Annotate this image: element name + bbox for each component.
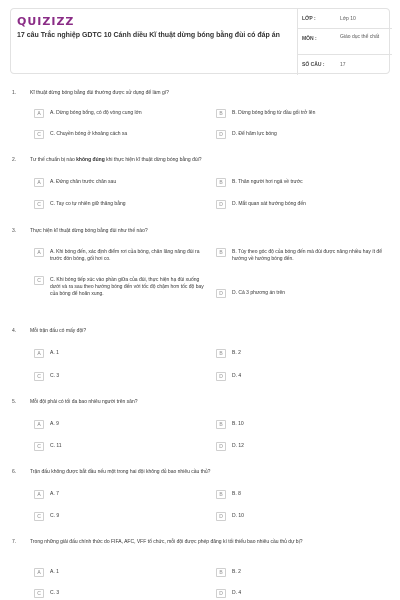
option-text: B. 10: [232, 421, 244, 427]
meta-row-subject: [298, 29, 392, 55]
meta-key: LỚP :: [302, 16, 316, 22]
option-text: D. Mắt quan sát hướng bóng đến: [232, 201, 306, 207]
option-text: A. 7: [50, 491, 59, 497]
question-text-part: Tư thế chuẩn bị nào: [30, 157, 77, 163]
question-number: 3.: [12, 228, 17, 234]
question-text: Trong những giải đấu chính thức do FIFA, AFC, VFF tổ chức, mỗi đội được phép đăng kí tối thiểu bao nhiêu cầu thủ dự bị?: [30, 539, 303, 545]
option-letter: A: [34, 420, 44, 429]
meta-row-class: [298, 9, 392, 29]
option-text: C. Tay co tự nhiên giữ thăng bằng: [50, 201, 126, 207]
option-letter: B: [216, 490, 226, 499]
option-letter: A: [34, 248, 44, 257]
option-text: A. Đứng chân trước chân sau: [50, 179, 117, 185]
option-letter: D: [216, 372, 226, 381]
quizizz-logo: QUIZIZZ: [17, 15, 75, 28]
option-letter: C: [34, 372, 44, 381]
option-text: B. 2: [232, 350, 241, 356]
option-letter: C: [34, 442, 44, 451]
option-letter: D: [216, 589, 226, 598]
option-letter: B: [216, 109, 226, 118]
meta-value: Giáo dục thể chất: [340, 34, 380, 40]
option-letter: D: [216, 200, 226, 209]
meta-row-count: [298, 55, 392, 75]
meta-table: [297, 9, 391, 75]
option-letter: B: [216, 568, 226, 577]
meta-value: Lớp 10: [340, 16, 356, 22]
option-text: B. Dừng bóng bổng từ đầu gối trở lên: [232, 110, 316, 116]
option-letter: A: [34, 490, 44, 499]
option-text: B. 2: [232, 569, 241, 575]
question-text: Trận đấu không được bắt đầu nếu một trong hai đội không đủ bao nhiêu cầu thủ?: [30, 469, 211, 475]
option-text: C. 3: [50, 373, 60, 379]
option-letter: A: [34, 178, 44, 187]
worksheet-header: [10, 8, 390, 74]
option-text: A. 1: [50, 350, 59, 356]
question-text: [30, 157, 386, 164]
option-letter: D: [216, 130, 226, 139]
option-text: C. Khi bóng tiếp xúc vào phần giữa của đùi, thực hiện hạ đùi xuống dưới và ra sau theo hướng bóng đến với tốc độ chậm hơn tốc độ bay của bóng để hoãn xung.: [50, 277, 204, 297]
option-letter: A: [34, 568, 44, 577]
option-letter: C: [34, 200, 44, 209]
option-text: B. Thân người hơi ngả về trước: [232, 179, 303, 185]
option-text: D. Cả 3 phương án trên: [232, 290, 286, 296]
question-text: Kĩ thuật dừng bóng bằng đùi thường được sử dụng để làm gì?: [30, 90, 169, 96]
option-letter: C: [34, 589, 44, 598]
option-text: A. Dừng bóng bổng, có độ vòng cung lớn: [50, 110, 142, 116]
option-text: D. Để hãm lực bóng: [232, 131, 277, 137]
question-number: 7.: [12, 539, 17, 545]
question-text: Mỗi trận đấu có mấy đội?: [30, 328, 87, 334]
option-text: D. 4: [232, 373, 242, 379]
option-letter: D: [216, 512, 226, 521]
question-number: 2.: [12, 157, 17, 163]
worksheet-title: 17 câu Trắc nghiệp GDTC 10 Cánh diều Kĩ thuật dừng bóng bằng đùi có đáp án: [17, 32, 280, 39]
question-text-emphasis: không đúng: [76, 157, 105, 163]
question-text-part: khi thực hiện kĩ thuật dừng bóng bằng đùi?: [104, 157, 202, 163]
question-text: Mỗi đội phải có tối đa bao nhiêu người trên sân?: [30, 399, 138, 405]
option-text: B. 8: [232, 491, 241, 497]
option-letter: B: [216, 349, 226, 358]
meta-key: SỐ CÂU :: [302, 62, 325, 68]
option-letter: A: [34, 109, 44, 118]
option-text: B. Tùy theo góc độ của bóng đến mà đùi được nâng nhiều hay ít để hướng về hướng bóng đến.: [232, 249, 382, 262]
question-number: 1.: [12, 90, 17, 96]
option-text: C. 11: [50, 443, 62, 449]
question-number: 6.: [12, 469, 17, 475]
option-text: C. Chuyền bóng ở khoảng cách xa: [50, 131, 128, 137]
meta-value: 17: [340, 62, 346, 68]
option-letter: B: [216, 248, 226, 257]
option-letter: C: [34, 512, 44, 521]
option-text: C. 9: [50, 513, 60, 519]
option-letter: D: [216, 289, 226, 298]
option-text: D. 12: [232, 443, 244, 449]
option-text: C. 3: [50, 590, 60, 596]
option-text: A. Khi bóng đến, xác định điểm rơi của bóng, chân lăng nâng đùi ra trước đón bóng, gối hơi co.: [50, 249, 200, 262]
option-letter: C: [34, 276, 44, 285]
option-letter: A: [34, 349, 44, 358]
option-letter: B: [216, 420, 226, 429]
question-number: 5.: [12, 399, 17, 405]
option-text: D. 10: [232, 513, 244, 519]
option-text: A. 9: [50, 421, 59, 427]
question-number: 4.: [12, 328, 17, 334]
meta-key: MÔN :: [302, 36, 317, 42]
option-text: A. 1: [50, 569, 59, 575]
option-text: D. 4: [232, 590, 242, 596]
option-letter: B: [216, 178, 226, 187]
option-letter: C: [34, 130, 44, 139]
question-text: Thực hiện kĩ thuật dừng bóng bằng đùi như thế nào?: [30, 228, 148, 234]
option-letter: D: [216, 442, 226, 451]
